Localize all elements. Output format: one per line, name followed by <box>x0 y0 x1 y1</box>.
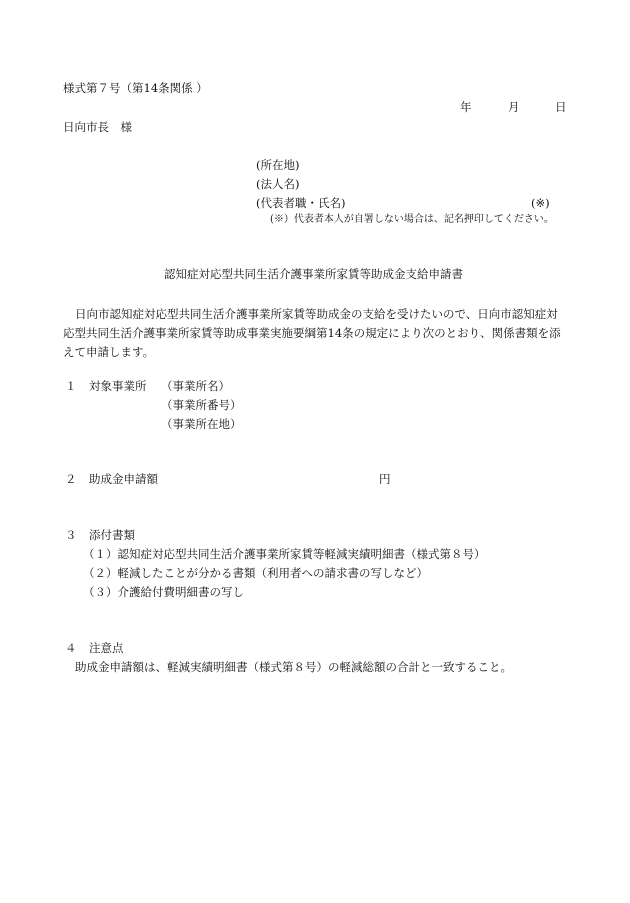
applicant-address-label: (所在地) <box>256 158 300 172</box>
addressee: 日向市長 様 <box>63 120 132 134</box>
applicant-corp-label: (法人名) <box>256 177 300 191</box>
section1-field-name: （事業所名） <box>161 379 230 393</box>
form-number: 様式第７号（第14条関係 ） <box>63 81 208 95</box>
body-line-2: 応型共同生活介護事業所家賃等助成事業実施要綱第14条の規定により次のとおり、関係書類を添 <box>63 326 561 340</box>
date-month: 月 <box>508 100 520 114</box>
attachment-item-2: （２）軽減したことが分かる書類（利用者への請求書の写しなど） <box>83 566 428 580</box>
attachment-item-1: （１）認知症対応型共同生活介護事業所家賃等軽減実績明細書（様式第８号） <box>83 547 486 561</box>
section2-unit: 円 <box>379 472 391 486</box>
section2-number: ２ <box>65 472 77 486</box>
date-year: 年 <box>460 100 472 114</box>
applicant-note: (※）代表者本人が自署しない場合は、記名押印してください。 <box>270 214 554 225</box>
section2-label: 助成金申請額 <box>89 472 158 486</box>
date-line <box>0 99 630 115</box>
seal-mark: (※) <box>531 196 550 210</box>
section1-number: １ <box>65 379 77 393</box>
section4-text: 助成金申請額は、軽減実績明細書（様式第８号）の軽減総額の合計と一致すること。 <box>75 660 512 674</box>
document-title: 認知症対応型共同生活介護事業所家賃等助成金支給申請書 <box>164 267 463 281</box>
applicant-rep-label: (代表者職・氏名) <box>256 196 346 210</box>
attachment-item-3: （３）介護給付費明細書の写し <box>83 585 244 599</box>
body-line-1: 日向市認知症対応型共同生活介護事業所家賃等助成金の支給を受けたいので、日向市認知症対 <box>75 307 558 321</box>
section1-field-location: （事業所在地） <box>161 417 242 431</box>
section4-number: ４ <box>65 641 77 655</box>
date-day: 日 <box>555 100 567 114</box>
body-line-3: えて申請します。 <box>63 345 155 359</box>
section1-field-number: （事業所番号） <box>161 398 242 412</box>
section3-label: 添付書類 <box>89 528 135 542</box>
section4-label: 注意点 <box>89 641 124 655</box>
section1-label: 対象事業所 <box>89 379 147 393</box>
section3-number: ３ <box>65 528 77 542</box>
